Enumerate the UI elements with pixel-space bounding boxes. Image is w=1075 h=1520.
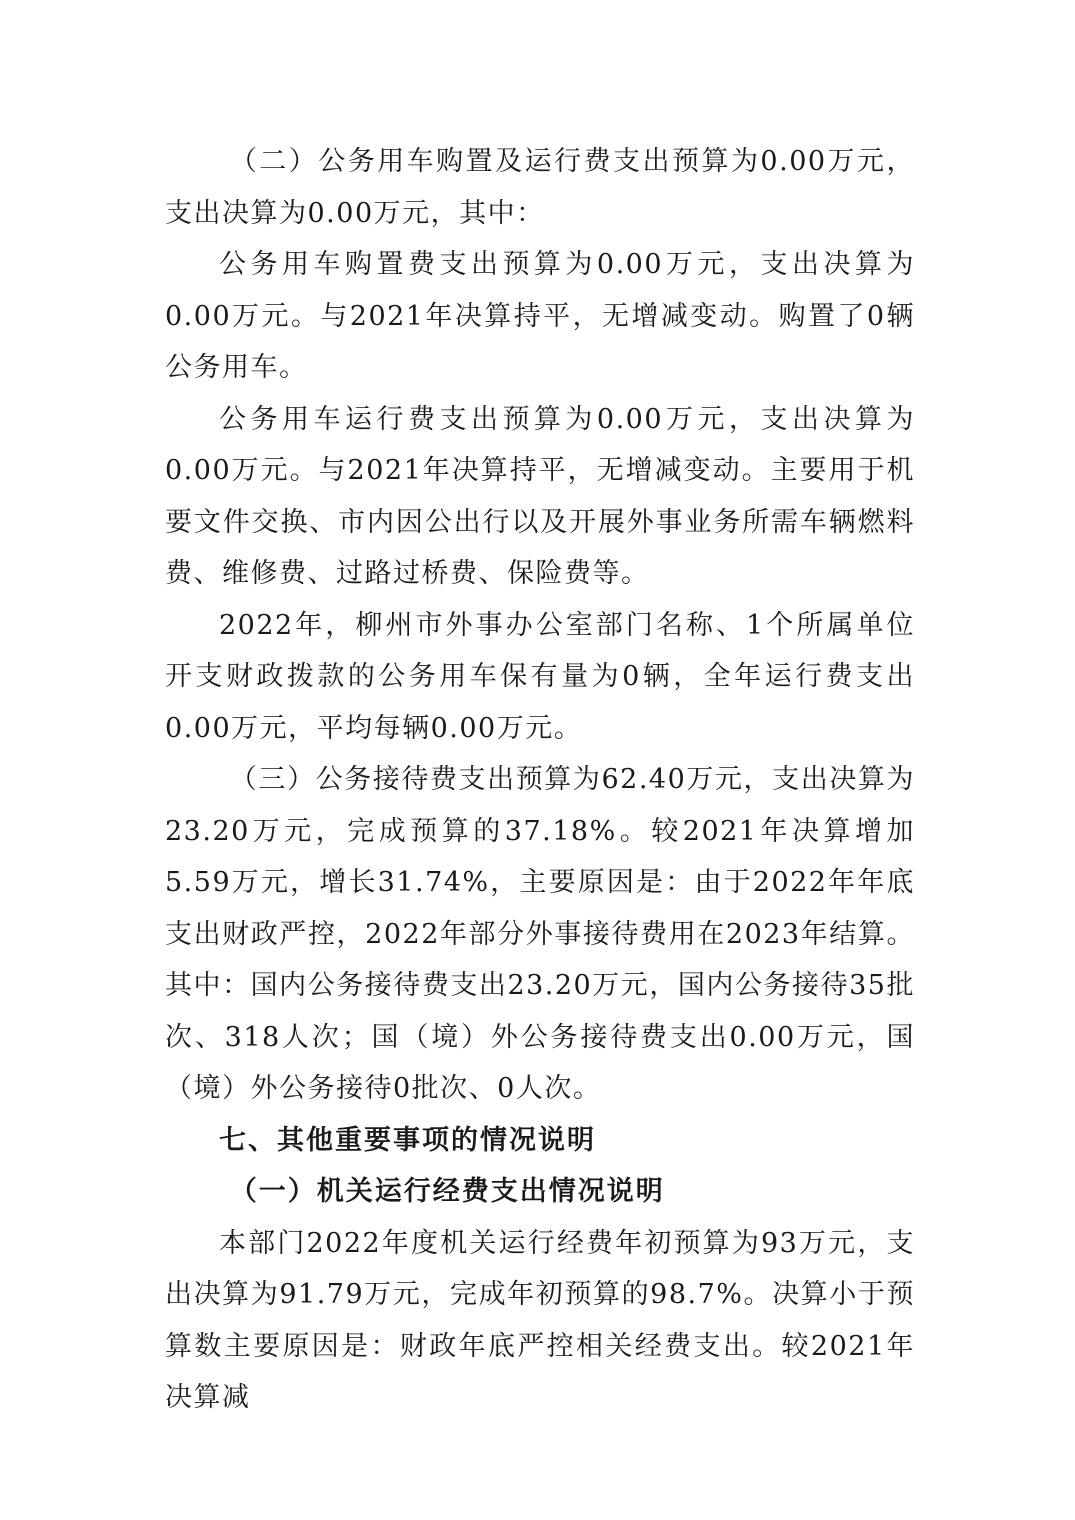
subsection-heading: （一）机关运行经费支出情况说明 bbox=[229, 1176, 665, 1207]
paragraph-reception-expense: （三）公务接待费支出预算为62.40万元，支出决算为23.20万元，完成预算的37.18%。较2021年决算增加5.59万元，增长31.74%，主要原因是：由于2022年年底支出财政严控，2022年部分外事接待费用在2023年结算。其中：国内公务接待费支出23.20万元，国内公务接待35批次、318人次；国（境）外公务接待费支出0.00万元，国（境）外公务接待0批次、0人次。 bbox=[165, 764, 915, 1104]
paragraph-vehicle-count: 2022年，柳州市外事办公室部门名称、1个所属单位 开支财政拨款的公务用车保有量为0辆，全年运行费支出0.00万元，平均每辆0.00万元。 bbox=[165, 609, 915, 744]
paragraph-vehicle-purchase: 公务用车购置费支出预算为0.00万元，支出决算为0.00万元。与2021年决算持平，无增减变动。购置了0辆公务用车。 bbox=[165, 249, 915, 383]
document-body bbox=[165, 136, 915, 1424]
section-heading: 七、其他重要事项的情况说明 bbox=[219, 1124, 596, 1156]
paragraph-operating-expense: 本部门2022年度机关运行经费年初预算为93万元，支出决算为91.79万元，完成年初预算的98.7%。决算小于预算数主要原因是：财政年底严控相关经费支出。较2021年决算减 bbox=[165, 1227, 915, 1413]
paragraph-vehicle-budget: （二）公务用车购置及运行费支出预算为0.00万元，支出决算为0.00万元，其中： bbox=[165, 146, 915, 229]
paragraph-vehicle-operation: 公务用车运行费支出预算为0.00万元，支出决算为0.00万元。与2021年决算持平，无增减变动。主要用于机要文件交换、市内因公出行以及开展外事业务所需车辆燃料费、维修费、过路过桥费、保险费等。 bbox=[165, 403, 915, 589]
